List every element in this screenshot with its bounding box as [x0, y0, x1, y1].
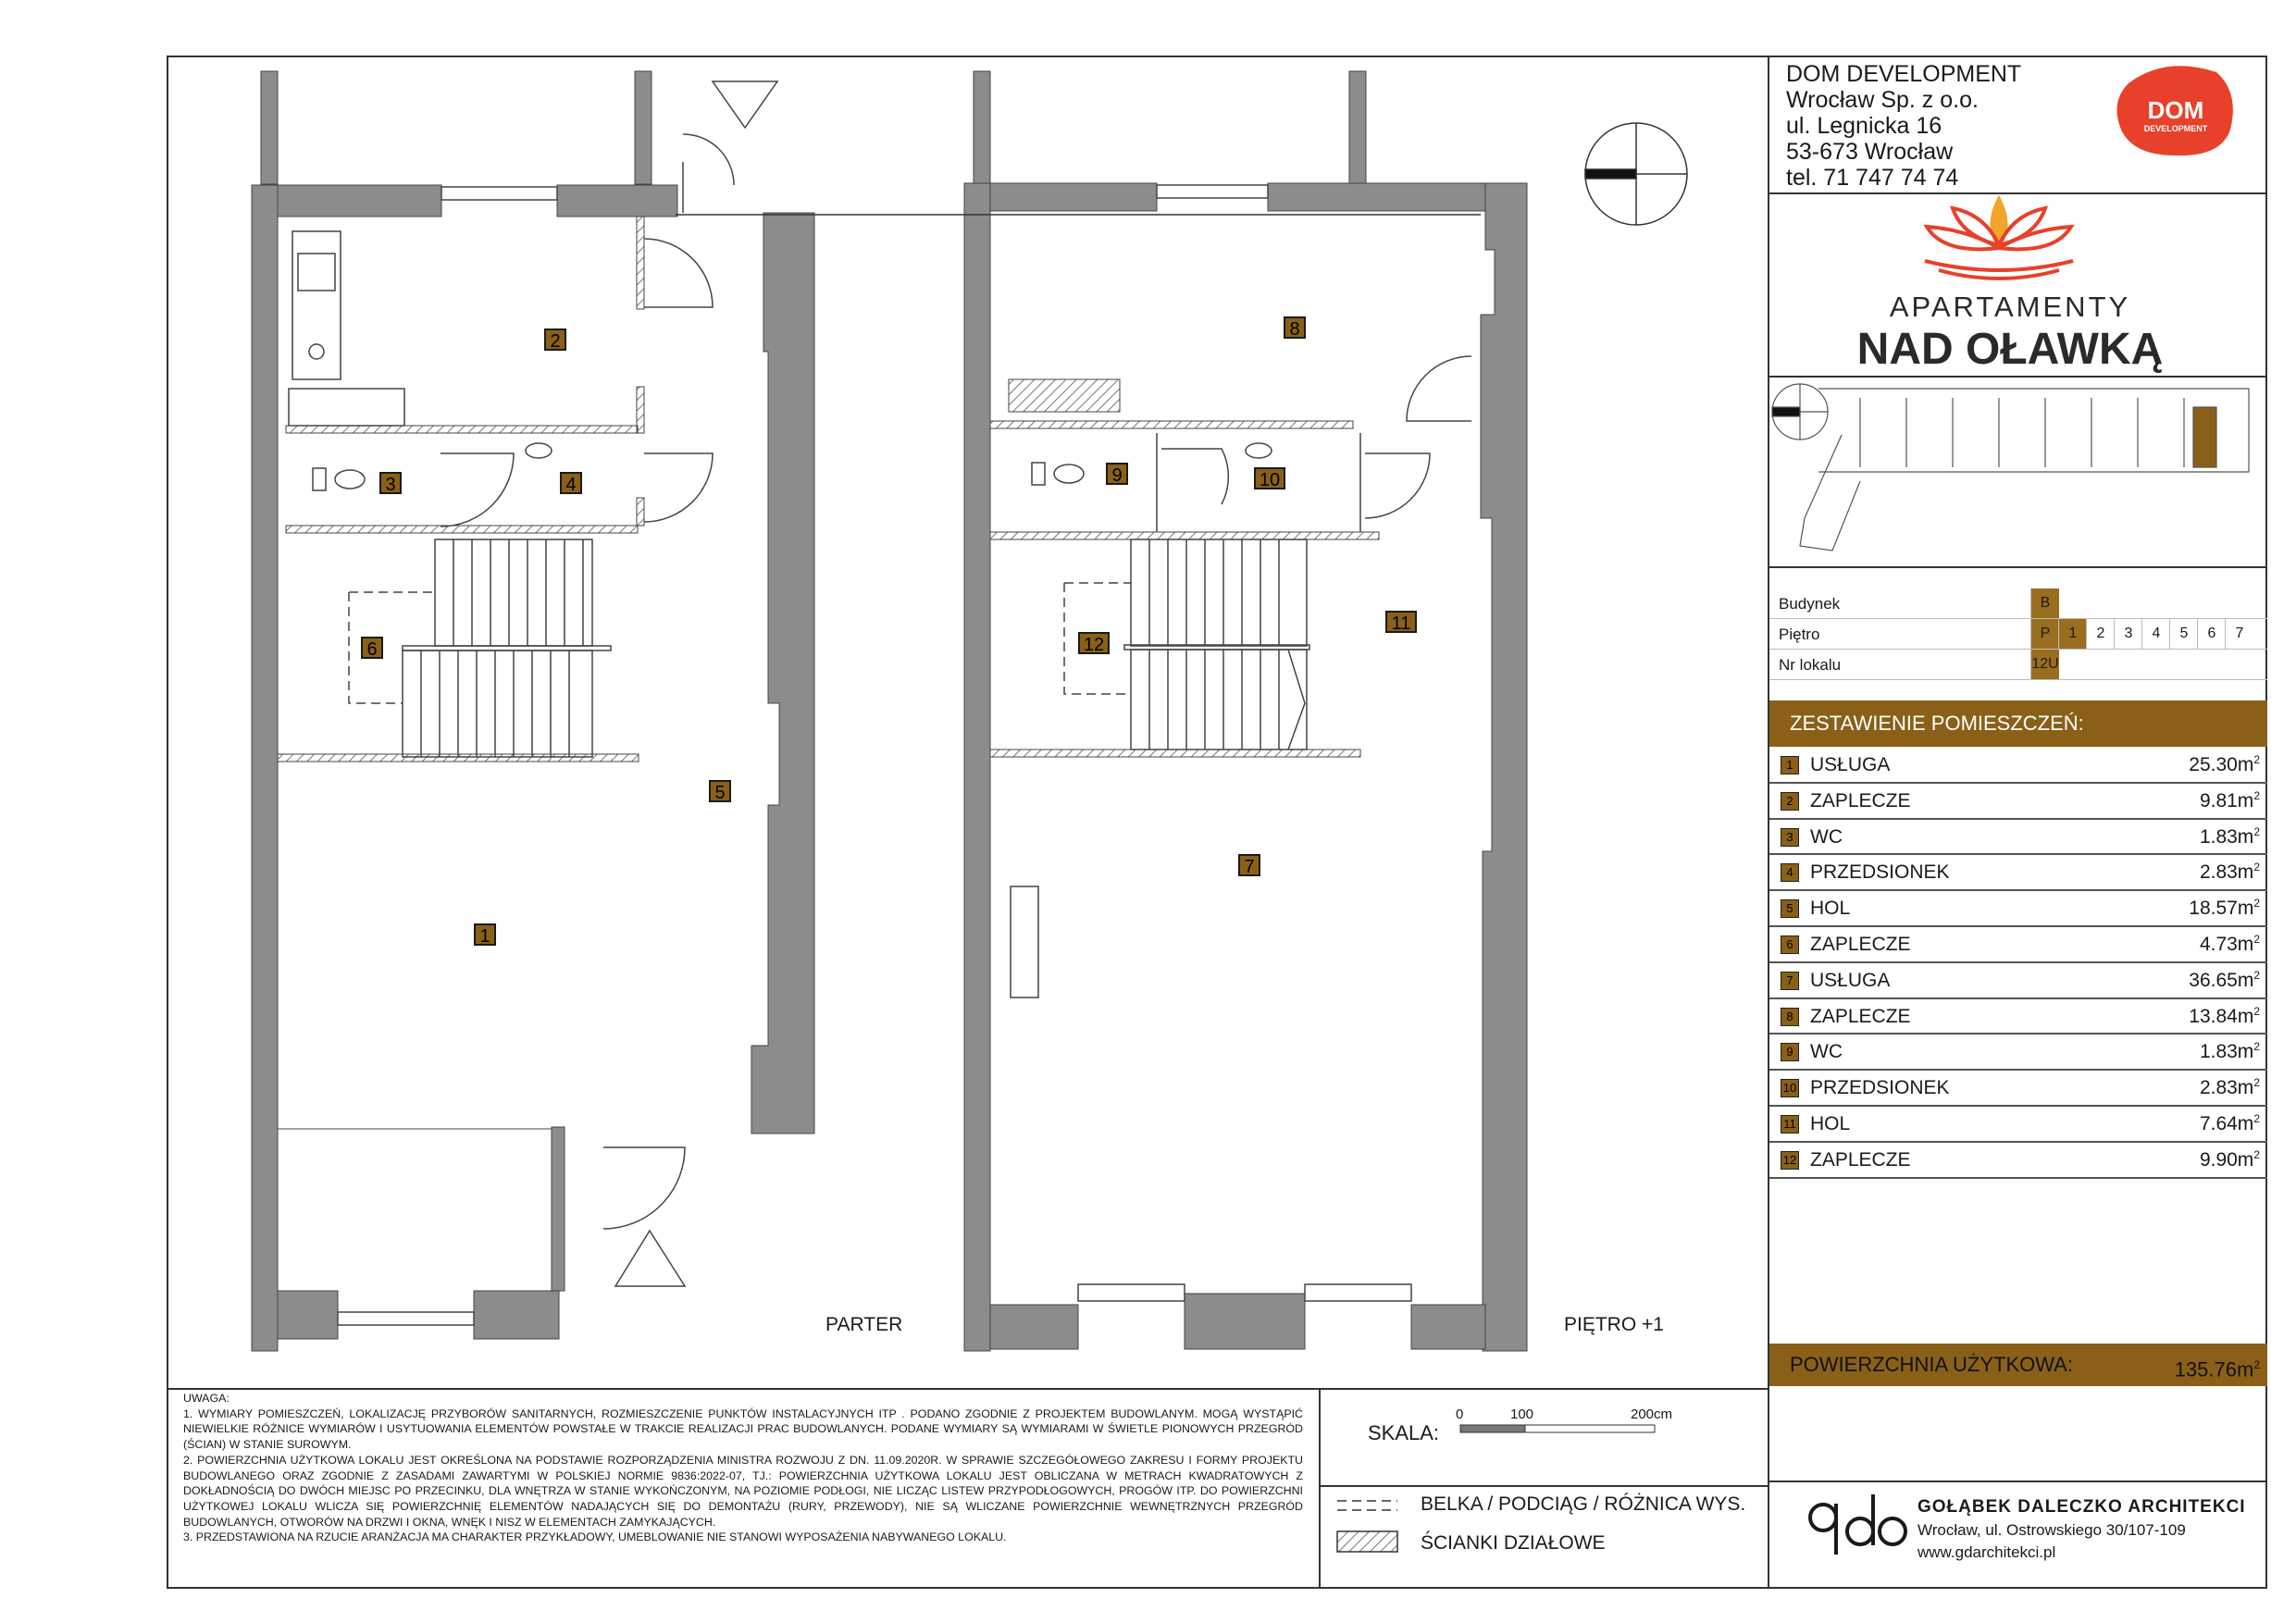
- room-tag-4: 4: [560, 472, 582, 494]
- north-arrow: [1585, 123, 1687, 225]
- floor-cell-p: P: [2030, 619, 2059, 649]
- room-name: USŁUGA: [1810, 754, 1891, 775]
- floor-label-first: PIĘTRO +1: [1564, 1314, 1664, 1335]
- room-area: $9.81m^2$: [2199, 788, 2260, 812]
- dom-logo: [2116, 67, 2235, 159]
- architect-address: Wrocław, ul. Ostrowskiego 30/107-109: [1917, 1521, 2186, 1539]
- first-floor-lines: [1011, 185, 1471, 1301]
- room-row: [1769, 748, 2267, 784]
- room-name: WC: [1810, 1041, 1843, 1063]
- room-row: [1769, 1071, 2267, 1107]
- room-number: 1: [1781, 756, 1799, 774]
- architect-web: www.gdarchitekci.pl: [1917, 1543, 2056, 1561]
- room-number: 5: [1781, 899, 1799, 918]
- floor-cell-7: 7: [2225, 619, 2253, 649]
- project-name-line2: NAD OŁAWKĄ: [1856, 325, 2164, 374]
- note-3: 3. PRZEDSTAWIONA NA RZUCIE ARANŻACJA MA CHARAKTER PRZYKŁADOWY, UMEBLOWANIE NIE STANOWI WYPOSAŻENIA NABYWANEGO LOKALU.: [183, 1530, 1007, 1544]
- room-number: 11: [1781, 1115, 1799, 1134]
- lotus-logo: [1925, 199, 2073, 279]
- room-number: 8: [1781, 1008, 1799, 1026]
- room-row: [1769, 1143, 2267, 1179]
- room-name: WC: [1810, 825, 1843, 848]
- scale-tick-0: 0: [1456, 1406, 1464, 1422]
- room-area: $4.73m^2$: [2199, 932, 2260, 955]
- ground-floor-walls: [252, 71, 814, 1351]
- scale-label: SKALA:: [1368, 1421, 1440, 1444]
- room-tag-8: 8: [1284, 316, 1306, 339]
- company-phone: tel. 71 747 74 74: [1786, 165, 1959, 191]
- key-plan: [1772, 384, 2249, 551]
- room-area: $13.84m^2$: [2189, 1004, 2260, 1027]
- room-area: $2.83m^2$: [2199, 861, 2260, 884]
- room-tag-10: 10: [1254, 467, 1285, 489]
- room-row: [1769, 1035, 2267, 1071]
- dom-logo-text: DOM: [2147, 96, 2204, 124]
- room-name: ZAPLECZE: [1810, 789, 1911, 812]
- room-tag-9: 9: [1106, 463, 1128, 485]
- unit-label: Nr lokalu: [1779, 656, 1842, 674]
- scale-tick-100: 100: [1510, 1406, 1534, 1422]
- room-row: [1769, 855, 2267, 891]
- room-tag-7: 7: [1238, 854, 1260, 876]
- floor-cell-3: 3: [2114, 619, 2142, 649]
- dom-logo-subtext: DEVELOPMENT: [2143, 124, 2208, 133]
- room-row: [1769, 1107, 2267, 1143]
- room-row: [1769, 927, 2267, 963]
- unit-row: [1769, 650, 2267, 680]
- project-name-line1: APARTAMENTY: [1889, 291, 2131, 323]
- company-street: ul. Legnicka 16: [1786, 113, 1942, 139]
- room-row: [1769, 784, 2267, 820]
- room-tag-1: 1: [474, 923, 496, 946]
- building-label: Budynek: [1779, 595, 1841, 613]
- floor-cell-2: 2: [2086, 619, 2115, 649]
- room-number: 6: [1781, 935, 1799, 954]
- legend-symbols: [1337, 1501, 1397, 1552]
- note-2: 2. POWIERZCHNIA UŻYTKOWA LOKALU JEST OKREŚLONA NA PODSTAWIE ROZPORZĄDZENIA MINISTRA ROZWOJU Z DN. 11.09.2020R. W SPRAWIE SZCZEGÓŁOWEGO ZAKRESU I FORMY PROJEKTU BUDOWLANEGO ORAZ ZGODNIE Z ZASADAMI ZAWARTYMI W POLSKIEJ NORMIE 9836:2022-07, TJ.: POWIERZCHNIA UŻYTKOWA LOKALU JEST OBLICZANA W METRACH KWADRATOWYCH Z DOKŁADNOŚCIĄ DO DWÓCH MIEJSC PO PRZECINKU, DLA WNĘTRZA W STANIE WYKOŃCZONYM, NA POZIOMIE PODŁOGI, NIE LICZĄC LISTEW PRZYPODŁOGOWYCH, PROGÓW ITP. DO POWIERZCHNI UŻYTKOWEJ LOKALU WLICZA SIĘ POWIERZCHNIĘ ELEMENTÓW NADAJĄCYCH SIĘ DO DEMONTAŻU (RURY, PRZEWODY), NIE SĄ WLICZANE POWIERZCHNIE WEWNĘTRZNYCH PRZEGRÓD BUDOWLANYCH, OTWORÓW NA DRZWI I OKNA, WNĘK I NISZ W ELEMENTACH ZAMYKAJĄCYCH.: [183, 1453, 1303, 1529]
- room-area: $1.83m^2$: [2199, 824, 2260, 848]
- scale-bar: [1460, 1425, 1655, 1432]
- floor-label-ground: PARTER: [825, 1314, 903, 1335]
- room-number: 7: [1781, 972, 1799, 990]
- floor-cell-5: 5: [2169, 619, 2198, 649]
- floor-cell-4: 4: [2141, 619, 2170, 649]
- room-tag-11: 11: [1385, 611, 1417, 633]
- floor-cell-1: 1: [2058, 619, 2087, 649]
- room-tag-6: 6: [361, 637, 383, 659]
- ground-floor-partitions: [278, 217, 644, 762]
- room-number: 10: [1781, 1079, 1799, 1097]
- notes: [183, 1391, 1303, 1545]
- room-tag-2: 2: [544, 328, 566, 351]
- room-row: [1769, 999, 2267, 1035]
- floor-cell-6: 6: [2197, 619, 2226, 649]
- company-city: 53-673 Wrocław: [1786, 139, 1954, 165]
- rooms-header-text: ZESTAWIENIE POMIESZCZEŃ:: [1790, 712, 2084, 735]
- floor-row: [1769, 619, 2267, 650]
- room-area: $2.83m^2$: [2199, 1076, 2260, 1099]
- room-name: HOL: [1810, 1112, 1851, 1134]
- room-number: 9: [1781, 1043, 1799, 1061]
- room-area: $36.65m^2$: [2189, 968, 2260, 991]
- architect-name: GOŁĄBEK DALECZKO ARCHITEKCI: [1917, 1497, 2246, 1517]
- room-area: $25.30m^2$: [2189, 753, 2260, 775]
- building-value: B: [2030, 588, 2059, 618]
- legend-beam: BELKA / PODCIĄG / RÓŻNICA WYS.: [1421, 1493, 1746, 1515]
- room-name: ZAPLECZE: [1810, 1005, 1911, 1027]
- unit-value: 12U: [2030, 650, 2059, 679]
- room-number: 3: [1781, 828, 1799, 847]
- first-floor-partitions: [990, 379, 1379, 757]
- legend-partitions: ŚCIANKI DZIAŁOWE: [1421, 1532, 1606, 1554]
- room-area: $1.83m^2$: [2199, 1040, 2260, 1063]
- ground-floor-lines: [278, 81, 777, 1325]
- architect-logo-shape: [1810, 1494, 1905, 1555]
- company-line2: Wrocław Sp. z o.o.: [1786, 87, 1979, 113]
- room-row: [1769, 891, 2267, 927]
- total-area-label: POWIERZCHNIA UŻYTKOWA:: [1790, 1353, 2073, 1376]
- company-info: [1786, 61, 2021, 191]
- total-area-value: $135.76m^2$: [2174, 1357, 2260, 1381]
- total-area: [1769, 1344, 2267, 1386]
- first-floor-walls: [964, 71, 1527, 1351]
- floor-label: Piętro: [1779, 626, 1820, 643]
- notes-title: UWAGA:: [183, 1392, 230, 1405]
- room-name: ZAPLECZE: [1810, 933, 1911, 955]
- rooms-header: [1769, 700, 2267, 747]
- room-name: PRZEDSIONEK: [1810, 1077, 1950, 1099]
- room-row: [1769, 963, 2267, 999]
- room-number: 4: [1781, 863, 1799, 882]
- room-area: $18.57m^2$: [2189, 897, 2260, 920]
- room-name: PRZEDSIONEK: [1810, 861, 1950, 884]
- room-area: $9.90m^2$: [2199, 1147, 2260, 1171]
- room-number: 12: [1781, 1151, 1799, 1170]
- room-number: 2: [1781, 792, 1799, 811]
- scale-tick-200: 200cm: [1631, 1406, 1673, 1422]
- rooms-list: [1769, 748, 2267, 1179]
- room-name: ZAPLECZE: [1810, 1148, 1911, 1171]
- unit-info-table: [1769, 588, 2267, 680]
- room-tag-5: 5: [709, 780, 731, 802]
- room-name: USŁUGA: [1810, 969, 1891, 991]
- note-1: 1. WYMIARY POMIESZCZEŃ, LOKALIZACJĘ PRZYBORÓW SANITARNYCH, ROZMIESZCZENIE PUNKTÓW INSTALACYJNYCH ITP . PODANO ZGODNIE Z PROJEKTEM BUDOWLANYM. MOGĄ WYSTĄPIĆ NIEWIELKIE RÓŻNICE WYMIARÓW I USYTUOWANIA ELEMENTÓW POWSTAŁE W TRAKCIE REALIZACJI PRAC BUDOWLANYCH. PODANE WYMIARY SĄ WYMIARAMI W ŚWIETLE PIONOWYCH PRZEGRÓD (ŚCIAN) W STANIE SUROWYM.: [183, 1406, 1303, 1452]
- room-tag-3: 3: [379, 472, 402, 494]
- room-area: $7.64m^2$: [2199, 1111, 2260, 1134]
- building-row: [1769, 588, 2267, 619]
- company-name: DOM DEVELOPMENT: [1786, 61, 2022, 87]
- room-name: HOL: [1810, 898, 1851, 920]
- room-tag-12: 12: [1078, 632, 1110, 654]
- room-row: [1769, 820, 2267, 856]
